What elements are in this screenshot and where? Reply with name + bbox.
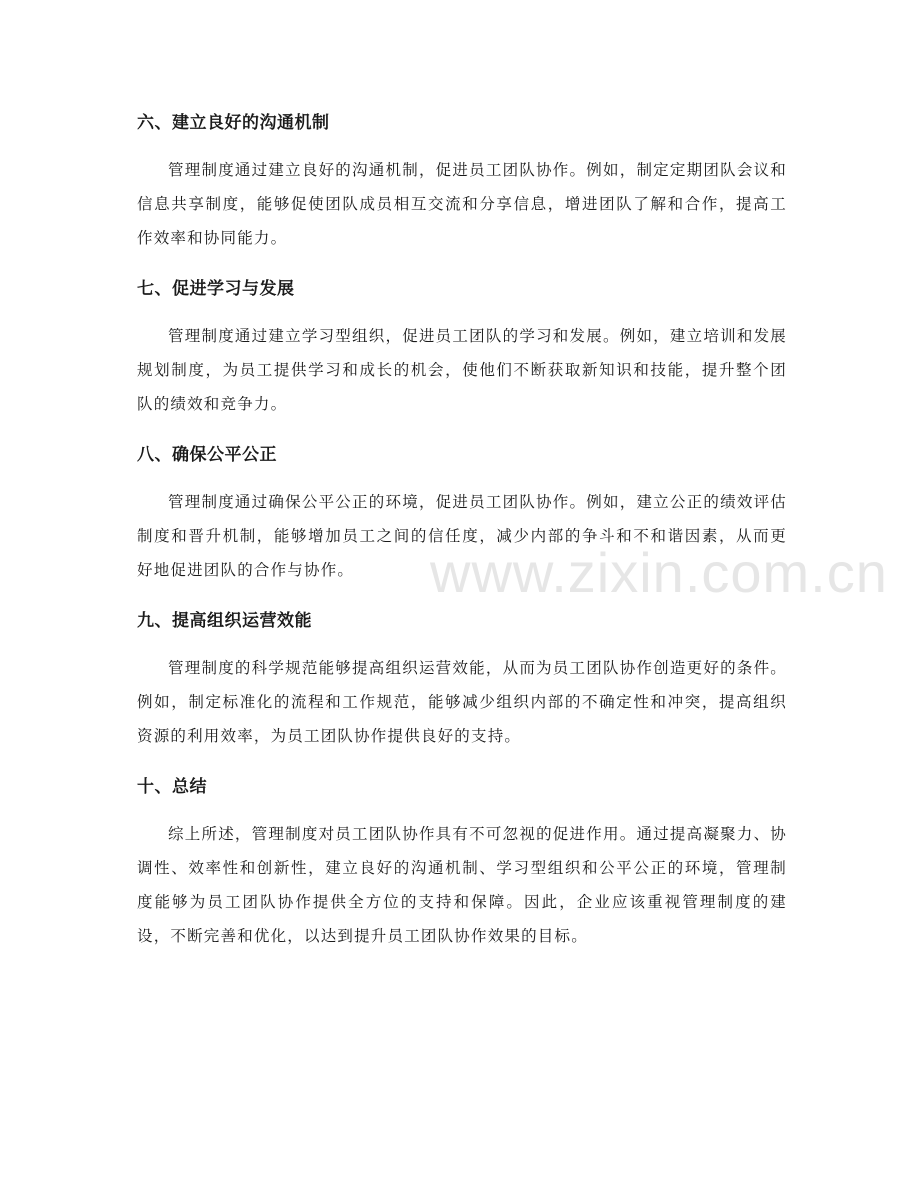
section-paragraph: 管理制度的科学规范能够提高组织运营效能，从而为员工团队协作创造更好的条件。例如，制定标准化的流程和工作规范，能够减少组织内部的不确定性和冲突，提高组织资源的利用效率，为员工团队协作提供良好的支持。 — [137, 659, 787, 745]
section-paragraph: 管理制度通过建立学习型组织，促进员工团队的学习和发展。例如，建立培训和发展规划制度，为员工提供学习和成长的机会，使他们不断获取新知识和技能，提升整个团队的绩效和竞争力。 — [137, 327, 787, 413]
section-heading: 八、确保公平公正 — [137, 445, 277, 465]
section-heading: 六、建立良好的沟通机制 — [137, 113, 330, 133]
watermark: www.zixin.com.cn — [430, 541, 888, 604]
section-efficiency — [137, 609, 787, 753]
section-paragraph: 管理制度通过确保公平公正的环境，促进员工团队协作。例如，建立公正的绩效评估制度和晋升机制，能够增加员工之间的信任度，减少内部的争斗和不和谐因素，从而更好地促进团队的合作与协作。 — [137, 493, 787, 579]
section-heading: 十、总结 — [137, 777, 207, 797]
section-heading: 七、促进学习与发展 — [137, 279, 295, 299]
section-heading: 九、提高组织运营效能 — [137, 611, 312, 631]
section-communication — [137, 111, 787, 255]
section-paragraph: 管理制度通过建立良好的沟通机制，促进员工团队协作。例如，制定定期团队会议和信息共享制度，能够促使团队成员相互交流和分享信息，增进团队了解和合作，提高工作效率和协同能力。 — [137, 161, 787, 247]
document-body — [137, 100, 787, 975]
section-paragraph: 综上所述，管理制度对员工团队协作具有不可忽视的促进作用。通过提高凝聚力、协调性、效率性和创新性，建立良好的沟通机制、学习型组织和公平公正的环境，管理制度能够为员工团队协作提供全方位的支持和保障。因此，企业应该重视管理制度的建设，不断完善和优化，以达到提升员工团队协作效果的目标。 — [137, 825, 787, 945]
section-summary — [137, 775, 787, 953]
section-fairness — [137, 443, 787, 587]
section-learning — [137, 277, 787, 421]
